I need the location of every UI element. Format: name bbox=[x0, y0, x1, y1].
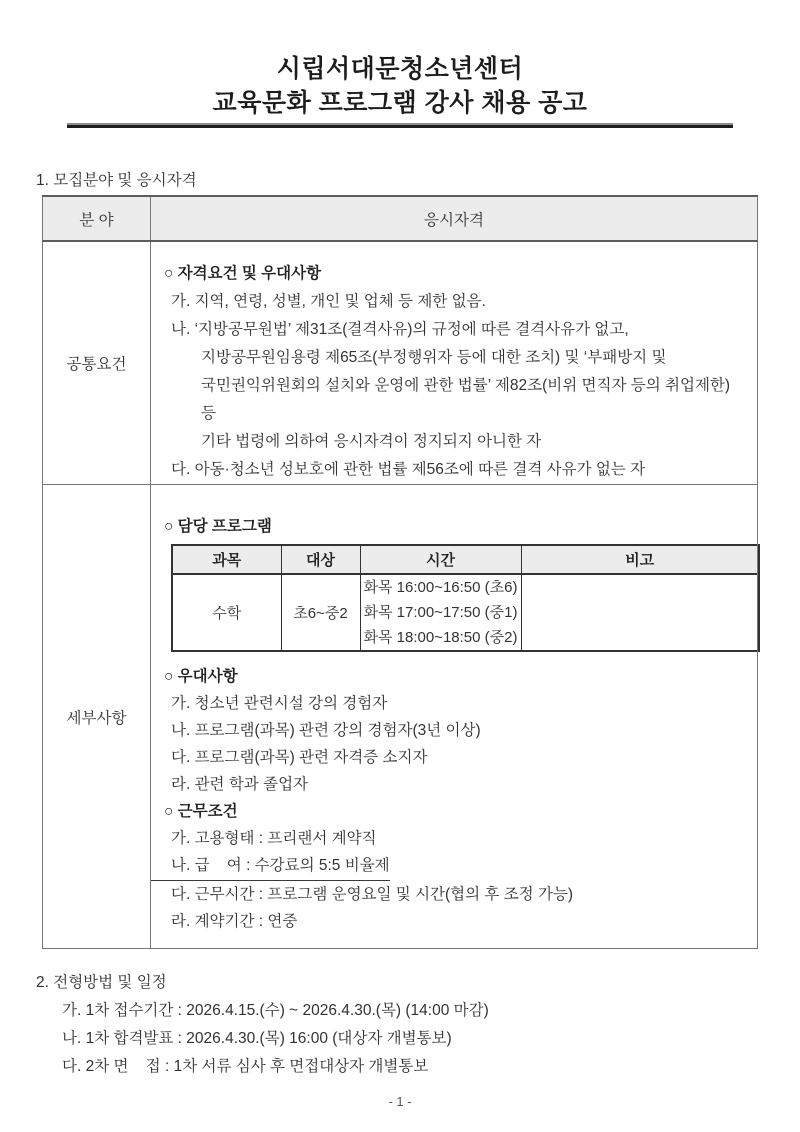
section2 bbox=[36, 969, 489, 1081]
title-underline bbox=[67, 123, 733, 128]
common-item-continuation: 기타 법령에 의하여 응시자격이 정지되지 아니한 자 bbox=[201, 433, 542, 450]
common-item: 다. 아동·청소년 성보호에 관한 법률 제56조에 따른 결격 사유가 없는 자 bbox=[171, 461, 646, 478]
time-slot: 화목 17:00~17:50 (중1) bbox=[363, 604, 518, 621]
note-cell bbox=[521, 574, 759, 651]
work-item-salary bbox=[164, 852, 749, 881]
qualification-heading: ○ 자격요건 및 우대사항 bbox=[164, 265, 322, 282]
program-heading: ○ 담당 프로그램 bbox=[164, 518, 272, 535]
target-column-header: 대상 bbox=[281, 545, 360, 574]
qualification-table-header-row bbox=[43, 196, 758, 241]
qualification-table bbox=[42, 195, 758, 949]
work-item-contract-period: 라. 계약기간 : 연중 bbox=[171, 913, 298, 930]
work-item-employment-type: 가. 고용형태 : 프리랜서 계약직 bbox=[171, 830, 377, 847]
subject-cell: 수학 bbox=[172, 574, 281, 651]
time-slot: 화목 18:00~18:50 (중2) bbox=[363, 629, 518, 646]
preference-heading: ○ 우대사항 bbox=[164, 668, 238, 685]
field-column-header: 분 야 bbox=[43, 196, 151, 241]
program-table bbox=[171, 544, 760, 652]
work-conditions-heading: ○ 근무조건 bbox=[164, 803, 238, 820]
common-requirements-label: 공통요건 bbox=[43, 241, 151, 485]
detail-label: 세부사항 bbox=[43, 485, 151, 949]
common-item: 가. 지역, 연령, 성별, 개인 및 업체 등 제한 없음. bbox=[171, 293, 486, 310]
detail-content bbox=[151, 485, 758, 949]
time-cell bbox=[360, 574, 521, 651]
common-requirements-content bbox=[151, 241, 758, 485]
salary-underlined-text: 나. 급 여 : 수강료의 5:5 비율제 bbox=[151, 852, 390, 881]
note-column-header: 비고 bbox=[521, 545, 759, 574]
target-cell: 초6~중2 bbox=[281, 574, 360, 651]
preference-item: 다. 프로그램(과목) 관련 자격증 소지자 bbox=[171, 749, 428, 766]
subject-column-header: 과목 bbox=[172, 545, 281, 574]
schedule-item-first-result: 나. 1차 합격발표 : 2026.4.30.(목) 16:00 (대상자 개별통보) bbox=[62, 1030, 452, 1047]
section2-items bbox=[62, 997, 489, 1081]
section2-heading: 2. 전형방법 및 일정 bbox=[36, 974, 167, 991]
program-table-data-row bbox=[172, 574, 759, 651]
detail-row bbox=[43, 485, 758, 949]
program-table-header-row bbox=[172, 545, 759, 574]
page-number: - 1 - bbox=[388, 1094, 412, 1109]
title-line-1: 시립서대문청소년센터 bbox=[276, 55, 524, 83]
time-column-header: 시간 bbox=[360, 545, 521, 574]
preference-item: 라. 관련 학과 졸업자 bbox=[171, 776, 309, 793]
title-underline-black bbox=[67, 125, 733, 128]
qualification-column-header: 응시자격 bbox=[151, 196, 758, 241]
schedule-item-interview: 다. 2차 면 접 : 1차 서류 심사 후 면접대상자 개별통보 bbox=[62, 1058, 429, 1075]
section1-heading: 1. 모집분야 및 응시자격 bbox=[36, 172, 197, 189]
work-item-hours: 다. 근무시간 : 프로그램 운영요일 및 시간(협의 후 조정 가능) bbox=[171, 886, 574, 903]
schedule-item-application-period: 가. 1차 접수기간 : 2026.4.15.(수) ~ 2026.4.30.(목) (14:00 마감) bbox=[62, 1002, 489, 1019]
common-item-continuation: 국민권익위원회의 설치와 운영에 관한 법률’ 제82조(비위 면직자 등의 취업제한) 등 bbox=[201, 377, 735, 422]
document-title bbox=[0, 0, 800, 128]
common-item: 나. ‘지방공무원법’ 제31조(결격사유)의 규정에 따른 결격사유가 없고, bbox=[171, 321, 629, 338]
preference-item: 나. 프로그램(과목) 관련 강의 경험자(3년 이상) bbox=[171, 722, 481, 739]
common-requirements-row bbox=[43, 241, 758, 485]
time-slot: 화목 16:00~16:50 (초6) bbox=[363, 579, 518, 596]
title-line-2: 교육문화 프로그램 강사 채용 공고 bbox=[212, 89, 588, 117]
common-item-continuation: 지방공무원임용령 제65조(부정행위자 등에 대한 조치) 및 ‘부패방지 및 bbox=[201, 349, 667, 366]
preference-item: 가. 청소년 관련시설 강의 경험자 bbox=[171, 695, 388, 712]
